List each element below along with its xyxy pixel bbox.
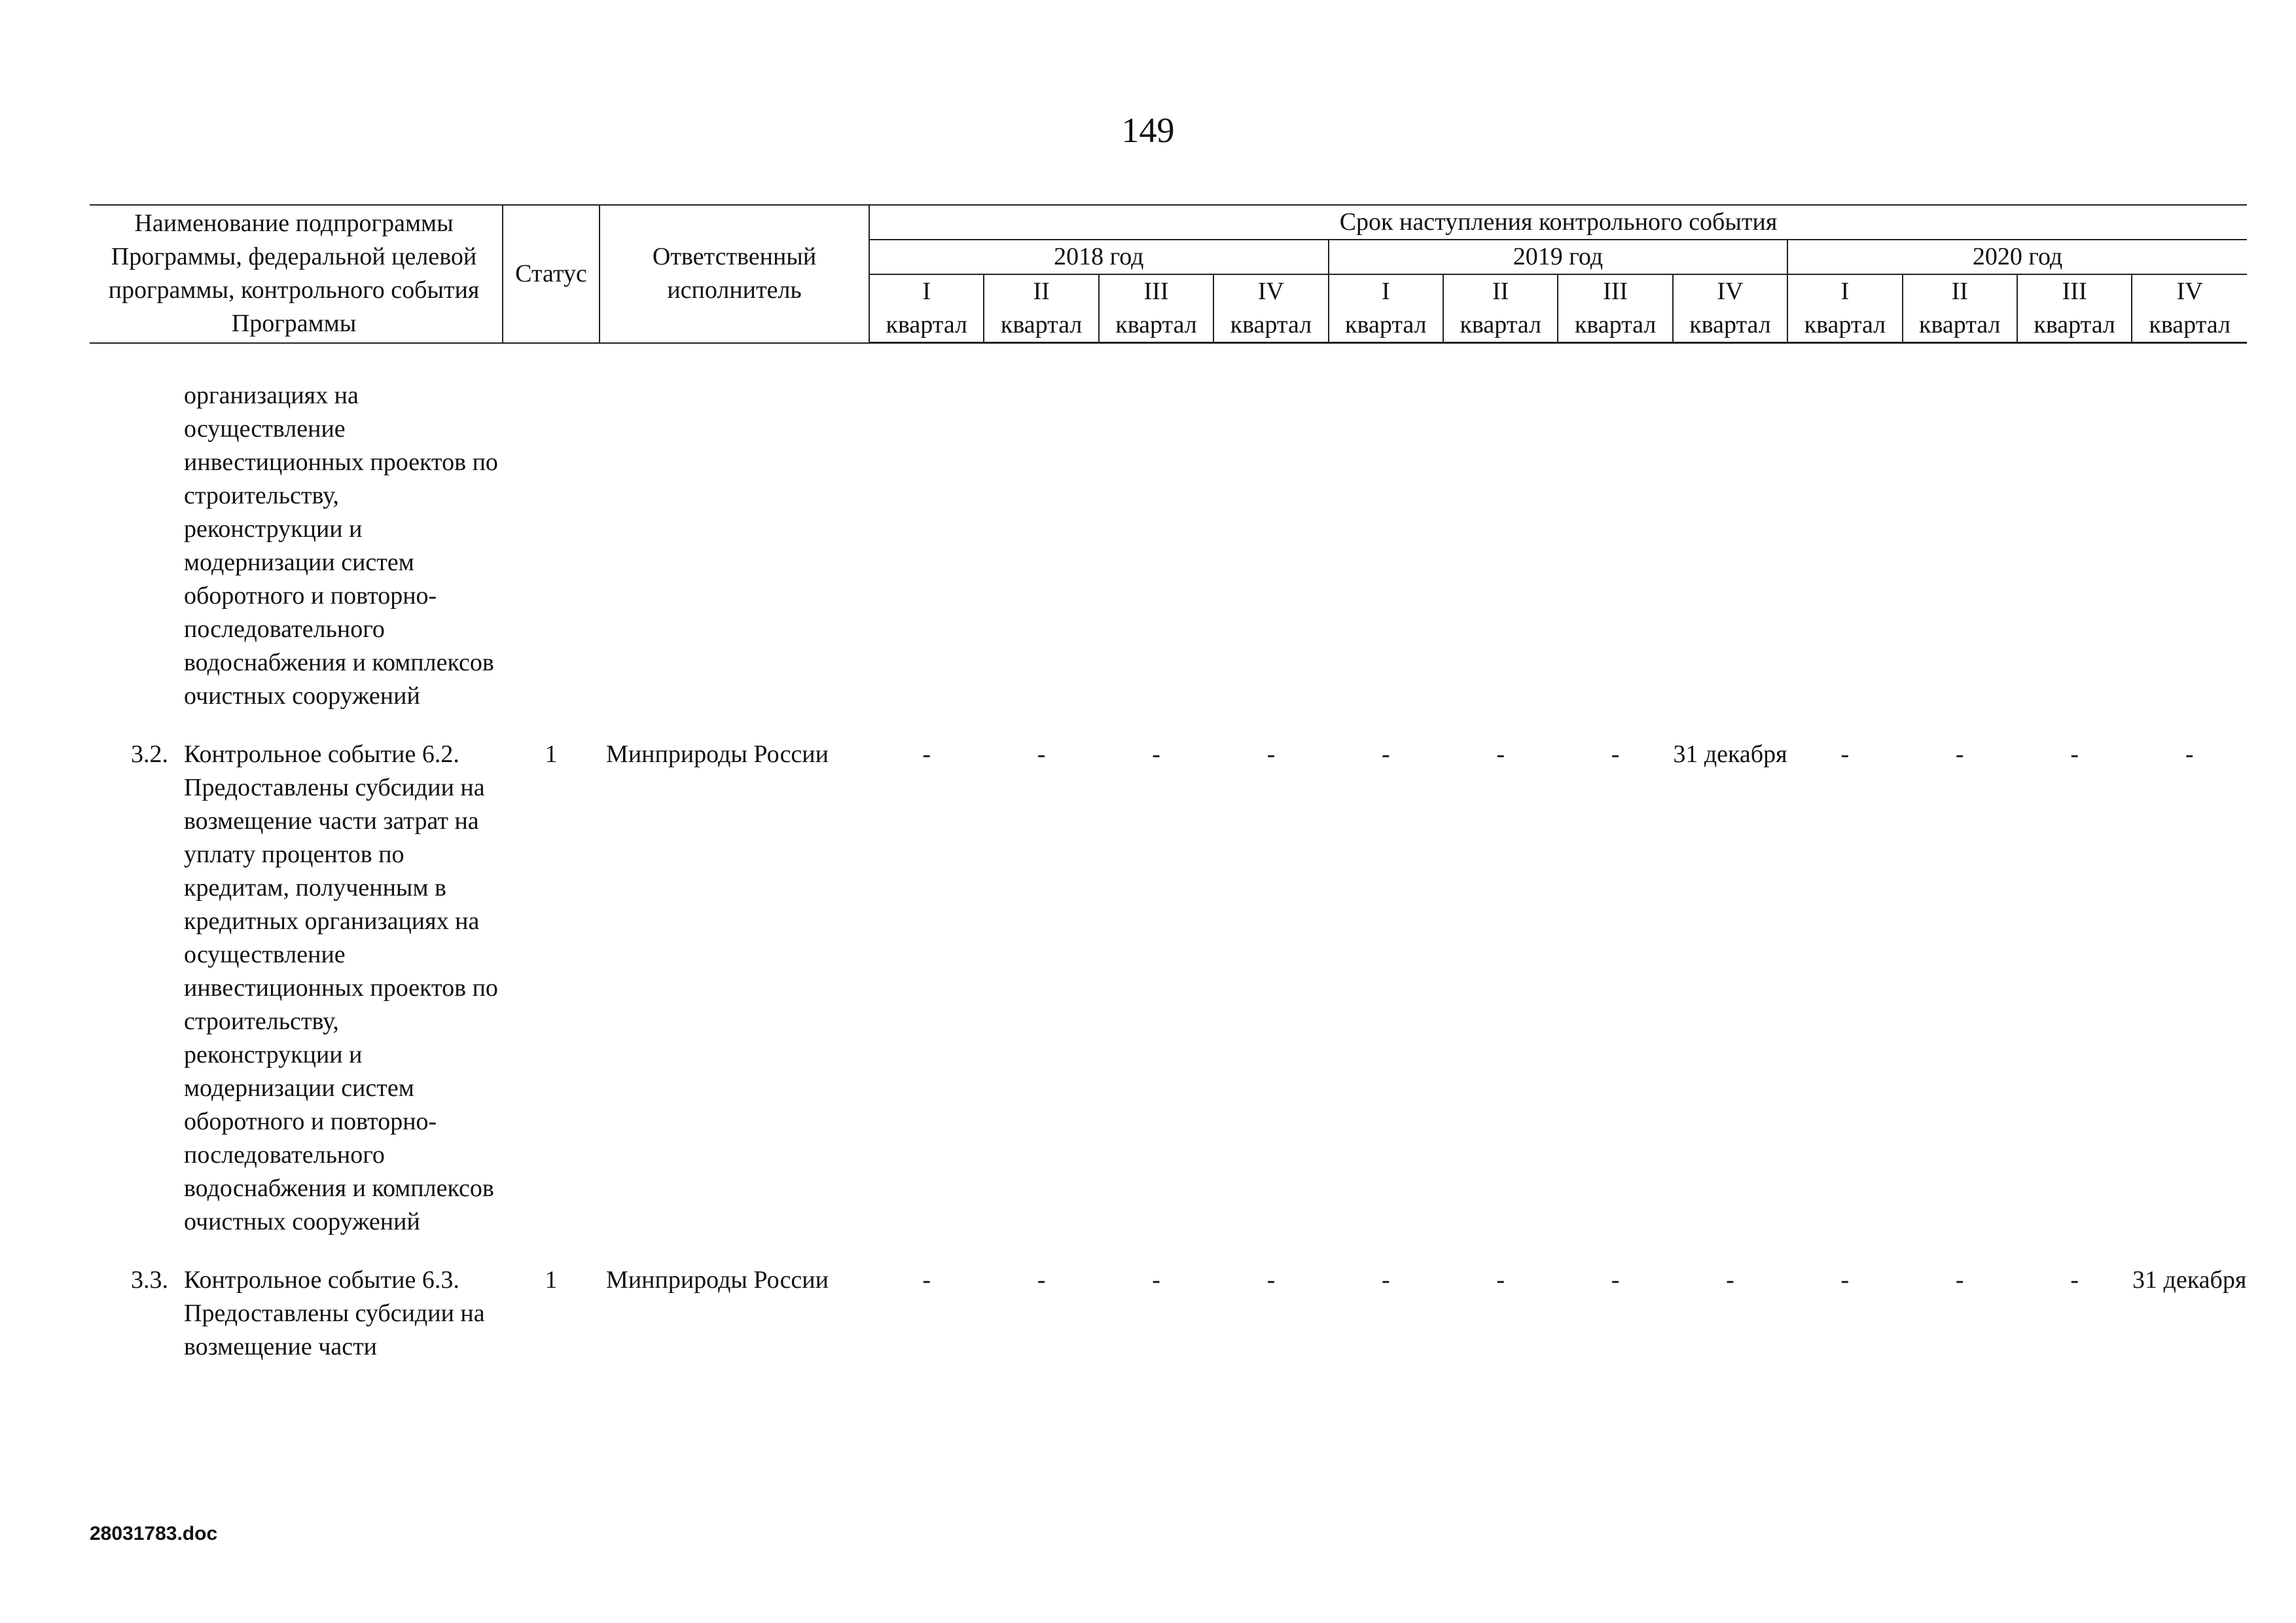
quarter-deadline: - [1611, 1266, 1620, 1294]
quarter-deadline: - [1152, 740, 1160, 768]
table-row [90, 343, 2247, 713]
quarter-deadline [984, 343, 1098, 713]
header-year-2019: 2019 год [1329, 240, 1788, 274]
header-quarter-roman: II [984, 274, 1098, 308]
quarter-deadline: - [1152, 1266, 1160, 1294]
row-number: 3.3. [131, 1266, 168, 1294]
header-quarter-roman: III [1558, 274, 1672, 308]
quarter-deadline [1443, 343, 1558, 713]
quarter-deadline: - [2070, 1266, 2079, 1294]
header-quarter-roman: I [869, 274, 984, 308]
header-quarter-word: квартал [2132, 308, 2247, 343]
table-row [90, 713, 2247, 1239]
header-quarter-roman: I [1787, 274, 1902, 308]
header-quarter-roman: II [1903, 274, 2017, 308]
header-deadline-column: Срок наступления контрольного события [869, 205, 2247, 240]
header-quarter-word: квартал [1443, 308, 1558, 343]
event-status: 1 [545, 1266, 558, 1294]
quarter-deadline: 31 декабря [2132, 1266, 2247, 1294]
quarter-deadline: - [1266, 740, 1276, 768]
header-quarter-word: квартал [1673, 308, 1787, 343]
header-quarter-word: квартал [1903, 308, 2017, 343]
row-number: 3.2. [131, 740, 168, 768]
header-quarter-roman: III [2017, 274, 2132, 308]
header-executor-column: Ответственный исполнитель [600, 205, 869, 343]
header-name-column: Наименование подпрограммы Программы, федеральной целевой программы, контрольного события Программы [90, 205, 503, 343]
quarter-deadline [1558, 343, 1672, 713]
quarter-deadline: - [1266, 1266, 1276, 1294]
page-number: 149 [1121, 111, 1175, 150]
header-quarter-word: квартал [1213, 308, 1328, 343]
header-quarter-roman: II [1443, 274, 1558, 308]
quarter-deadline [2132, 343, 2247, 713]
event-executor [600, 343, 869, 713]
quarter-deadline: - [922, 1266, 931, 1294]
event-name: Контрольное событие 6.3. Предоставлены субсидии на возмещение части [184, 1266, 485, 1360]
quarter-deadline: - [1381, 1266, 1390, 1294]
header-quarter-word: квартал [2017, 308, 2132, 343]
header-quarter-roman: IV [1673, 274, 1787, 308]
control-events-table [90, 204, 2247, 1364]
quarter-deadline [1673, 343, 1787, 713]
quarter-deadline: - [2070, 740, 2079, 768]
quarter-deadline [1903, 343, 2017, 713]
quarter-deadline [2017, 343, 2132, 713]
header-quarter-word: квартал [984, 308, 1098, 343]
event-status [503, 343, 600, 713]
quarter-deadline [1329, 343, 1443, 713]
quarter-deadline: - [1955, 740, 1964, 768]
quarter-deadline: - [2185, 740, 2194, 768]
header-quarter-roman: IV [1213, 274, 1328, 308]
event-name: организациях на осуществление инвестиционных проектов по строительству, реконструкции и модернизации систем оборотного и повторно-последовательного водоснабжения и комплексов очистных сооружений [184, 381, 498, 710]
quarter-deadline: - [1840, 1266, 1850, 1294]
header-status-column: Статус [503, 205, 600, 343]
header-quarter-word: квартал [1099, 308, 1213, 343]
document-code: 28031783.doc [90, 1523, 218, 1544]
event-executor: Минприроды России [606, 1266, 829, 1294]
header-quarter-word: квартал [1558, 308, 1672, 343]
event-name: Контрольное событие 6.2. Предоставлены субсидии на возмещение части затрат на уплату процентов по кредитам, полученным в кредитных организациях на осуществление инвестиционных проектов по строительству, реконструкции и модернизации систем оборотного и повторно-последовательного водоснабжения и комплексов очистных сооружений [184, 740, 498, 1235]
table-body [90, 343, 2247, 1364]
quarter-deadline: - [1496, 740, 1505, 768]
quarter-deadline: 31 декабря [1673, 740, 1787, 768]
header-quarter-roman: III [1099, 274, 1213, 308]
quarter-deadline: - [1726, 1266, 1734, 1294]
quarter-deadline: - [1037, 1266, 1046, 1294]
quarter-deadline: - [922, 740, 931, 768]
header-quarter-roman: IV [2132, 274, 2247, 308]
table-header [90, 205, 2247, 343]
header-quarter-word: квартал [869, 308, 984, 343]
quarter-deadline [1213, 343, 1328, 713]
quarter-deadline: - [1840, 740, 1850, 768]
table-row [90, 1239, 2247, 1364]
quarter-deadline [869, 343, 984, 713]
header-year-2020: 2020 год [1787, 240, 2247, 274]
quarter-deadline: - [1955, 1266, 1964, 1294]
quarter-deadline [1787, 343, 1902, 713]
header-quarter-word: квартал [1787, 308, 1902, 343]
header-quarter-roman: I [1329, 274, 1443, 308]
quarter-deadline: - [1037, 740, 1046, 768]
quarter-deadline: - [1496, 1266, 1505, 1294]
event-executor: Минприроды России [606, 740, 829, 768]
quarter-deadline: - [1611, 740, 1620, 768]
header-quarter-word: квартал [1329, 308, 1443, 343]
row-number [90, 343, 175, 713]
quarter-deadline: - [1381, 740, 1390, 768]
header-year-2018: 2018 год [869, 240, 1329, 274]
event-status: 1 [545, 740, 558, 768]
quarter-deadline [1099, 343, 1213, 713]
